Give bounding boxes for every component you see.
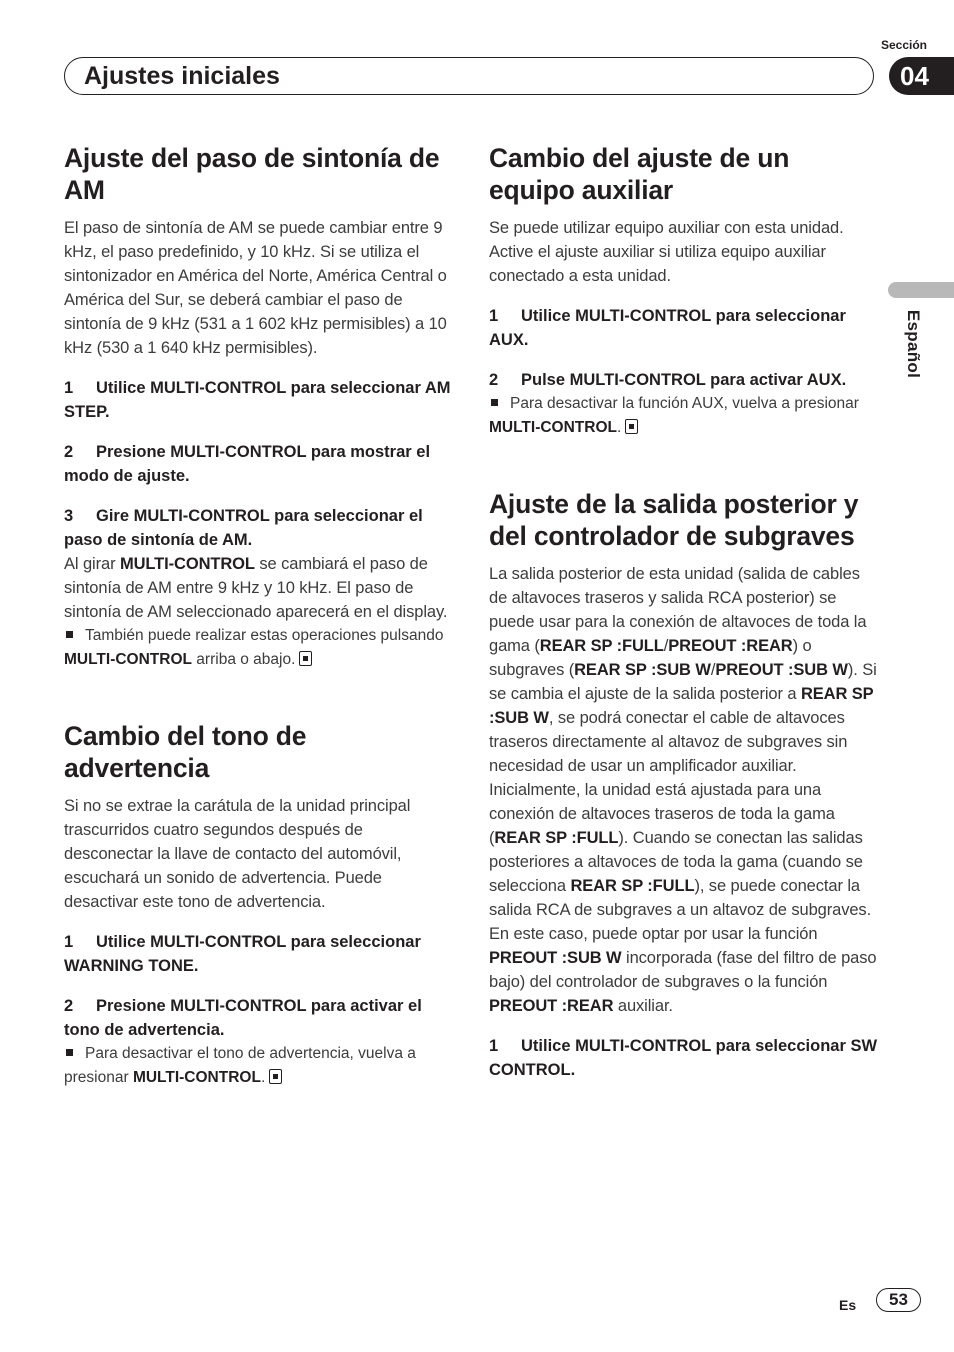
step-number: 1 <box>64 379 74 397</box>
end-mark-icon <box>625 419 638 434</box>
step-2 <box>64 440 454 488</box>
section-number-badge: 04 <box>889 57 954 95</box>
step-1 <box>489 1034 879 1082</box>
section-aux <box>489 142 879 440</box>
bullet-square-icon <box>66 631 73 638</box>
step-1 <box>489 304 879 352</box>
section-warning-tone <box>64 720 454 1090</box>
left-column <box>64 142 454 1138</box>
step-number: 3 <box>64 507 74 525</box>
step-number: 2 <box>64 443 74 461</box>
step-3 <box>64 504 454 552</box>
section-rear-output <box>489 488 879 1082</box>
step-number: 1 <box>489 307 499 325</box>
step-text: Pulse MULTI-CONTROL para activar AUX. <box>521 371 847 389</box>
paragraph-aux: Se puede utilizar equipo auxiliar con esta unidad. Active el ajuste auxiliar si utiliza equipo auxiliar conectado a esta unidad. <box>489 219 844 285</box>
step-3-description: Al girar MULTI-CONTROL se cambiará el paso de sintonía de AM entre 9 kHz y 10 kHz. El paso de sintonía de AM seleccionado aparecerá en el display. <box>64 555 448 621</box>
end-mark-icon <box>269 1069 282 1084</box>
step-text: Utilice MULTI-CONTROL para seleccionar WARNING TONE. <box>64 933 421 975</box>
note: Para desactivar el tono de advertencia, vuelva a presionar MULTI-CONTROL. <box>64 1045 416 1086</box>
step-1 <box>64 930 454 978</box>
step-2 <box>64 994 454 1042</box>
step-number: 1 <box>64 933 74 951</box>
paragraph-am-step: El paso de sintonía de AM se puede cambiar entre 9 kHz, el paso predefinido, y 10 kHz. Si se utiliza el sintonizador en América del Norte, América Central o América del Sur, se deberá cambiar el paso de sintonía de 9 kHz (531 a 1 602 kHz permisibles) a 10 kHz (530 a 1 640 kHz permisibles). <box>64 219 447 357</box>
section-title: Ajustes iniciales <box>84 62 280 90</box>
bullet-square-icon <box>66 1049 73 1056</box>
paragraph-warning-tone: Si no se extrae la carátula de la unidad principal trascurridos cuatro segundos después de desconectar la llave de contacto del automóvil, escuchará un sonido de advertencia. Puede desactivar este tono de advertencia. <box>64 797 411 911</box>
paragraph-rear-output-2: Inicialmente, la unidad está ajustada para una conexión de altavoces traseros de toda la gama (REAR SP :FULL). Cuando se conectan las salidas posteriores a altavoces de toda la gama (cuando se selecciona REAR SP :FULL), se puede conectar la salida RCA de subgraves a un altavoz de subgraves. En este caso, puede optar por usar la función PREOUT :SUB W incorporada (fase del filtro de paso bajo) del controlador de subgraves o la función PREOUT :REAR auxiliar. <box>489 781 877 1015</box>
note: Para desactivar la función AUX, vuelva a presionar MULTI-CONTROL. <box>489 395 859 436</box>
end-mark-icon <box>299 651 312 666</box>
step-text: Gire MULTI-CONTROL para seleccionar el paso de sintonía de AM. <box>64 507 423 549</box>
step-2 <box>489 368 879 392</box>
step-text: Utilice MULTI-CONTROL para seleccionar AUX. <box>489 307 846 349</box>
heading-am-step: Ajuste del paso de sintonía de AM <box>64 143 440 205</box>
step-text: Presione MULTI-CONTROL para mostrar el modo de ajuste. <box>64 443 431 485</box>
bullet-square-icon <box>491 399 498 406</box>
language-tab <box>888 282 954 298</box>
heading-rear-output: Ajuste de la salida posterior y del controlador de subgraves <box>489 489 859 551</box>
step-1 <box>64 376 454 424</box>
language-label: Español <box>904 309 923 379</box>
step-number: 2 <box>64 997 74 1015</box>
right-column <box>489 142 879 1130</box>
note: También puede realizar estas operaciones pulsando MULTI-CONTROL arriba o abajo. <box>64 627 444 668</box>
step-number: 1 <box>489 1037 499 1055</box>
step-text: Presione MULTI-CONTROL para activar el tono de advertencia. <box>64 997 422 1039</box>
step-number: 2 <box>489 371 499 389</box>
footer-language-code: Es <box>839 1297 857 1313</box>
heading-aux: Cambio del ajuste de un equipo auxiliar <box>489 143 790 205</box>
step-text: Utilice MULTI-CONTROL para seleccionar AM STEP. <box>64 379 451 421</box>
step-text: Utilice MULTI-CONTROL para seleccionar SW CONTROL. <box>489 1037 878 1079</box>
page-number: 53 <box>876 1288 921 1312</box>
paragraph-rear-output-1: La salida posterior de esta unidad (salida de cables de altavoces traseros y salida RCA posterior) se puede usar para la conexión de altavoces de toda la gama (REAR SP :FULL/PREOUT :REAR) o subgraves (REAR SP :SUB W/PREOUT :SUB W). Si se cambia el ajuste de la salida posterior a REAR SP :SUB W, se podrá conectar el cable de altavoces traseros directamente al altavoz de subgraves sin necesidad de usar un amplificador auxiliar. <box>489 565 877 775</box>
section-label: Sección <box>880 38 927 52</box>
section-am-step <box>64 142 454 672</box>
heading-warning-tone: Cambio del tono de advertencia <box>64 721 307 783</box>
